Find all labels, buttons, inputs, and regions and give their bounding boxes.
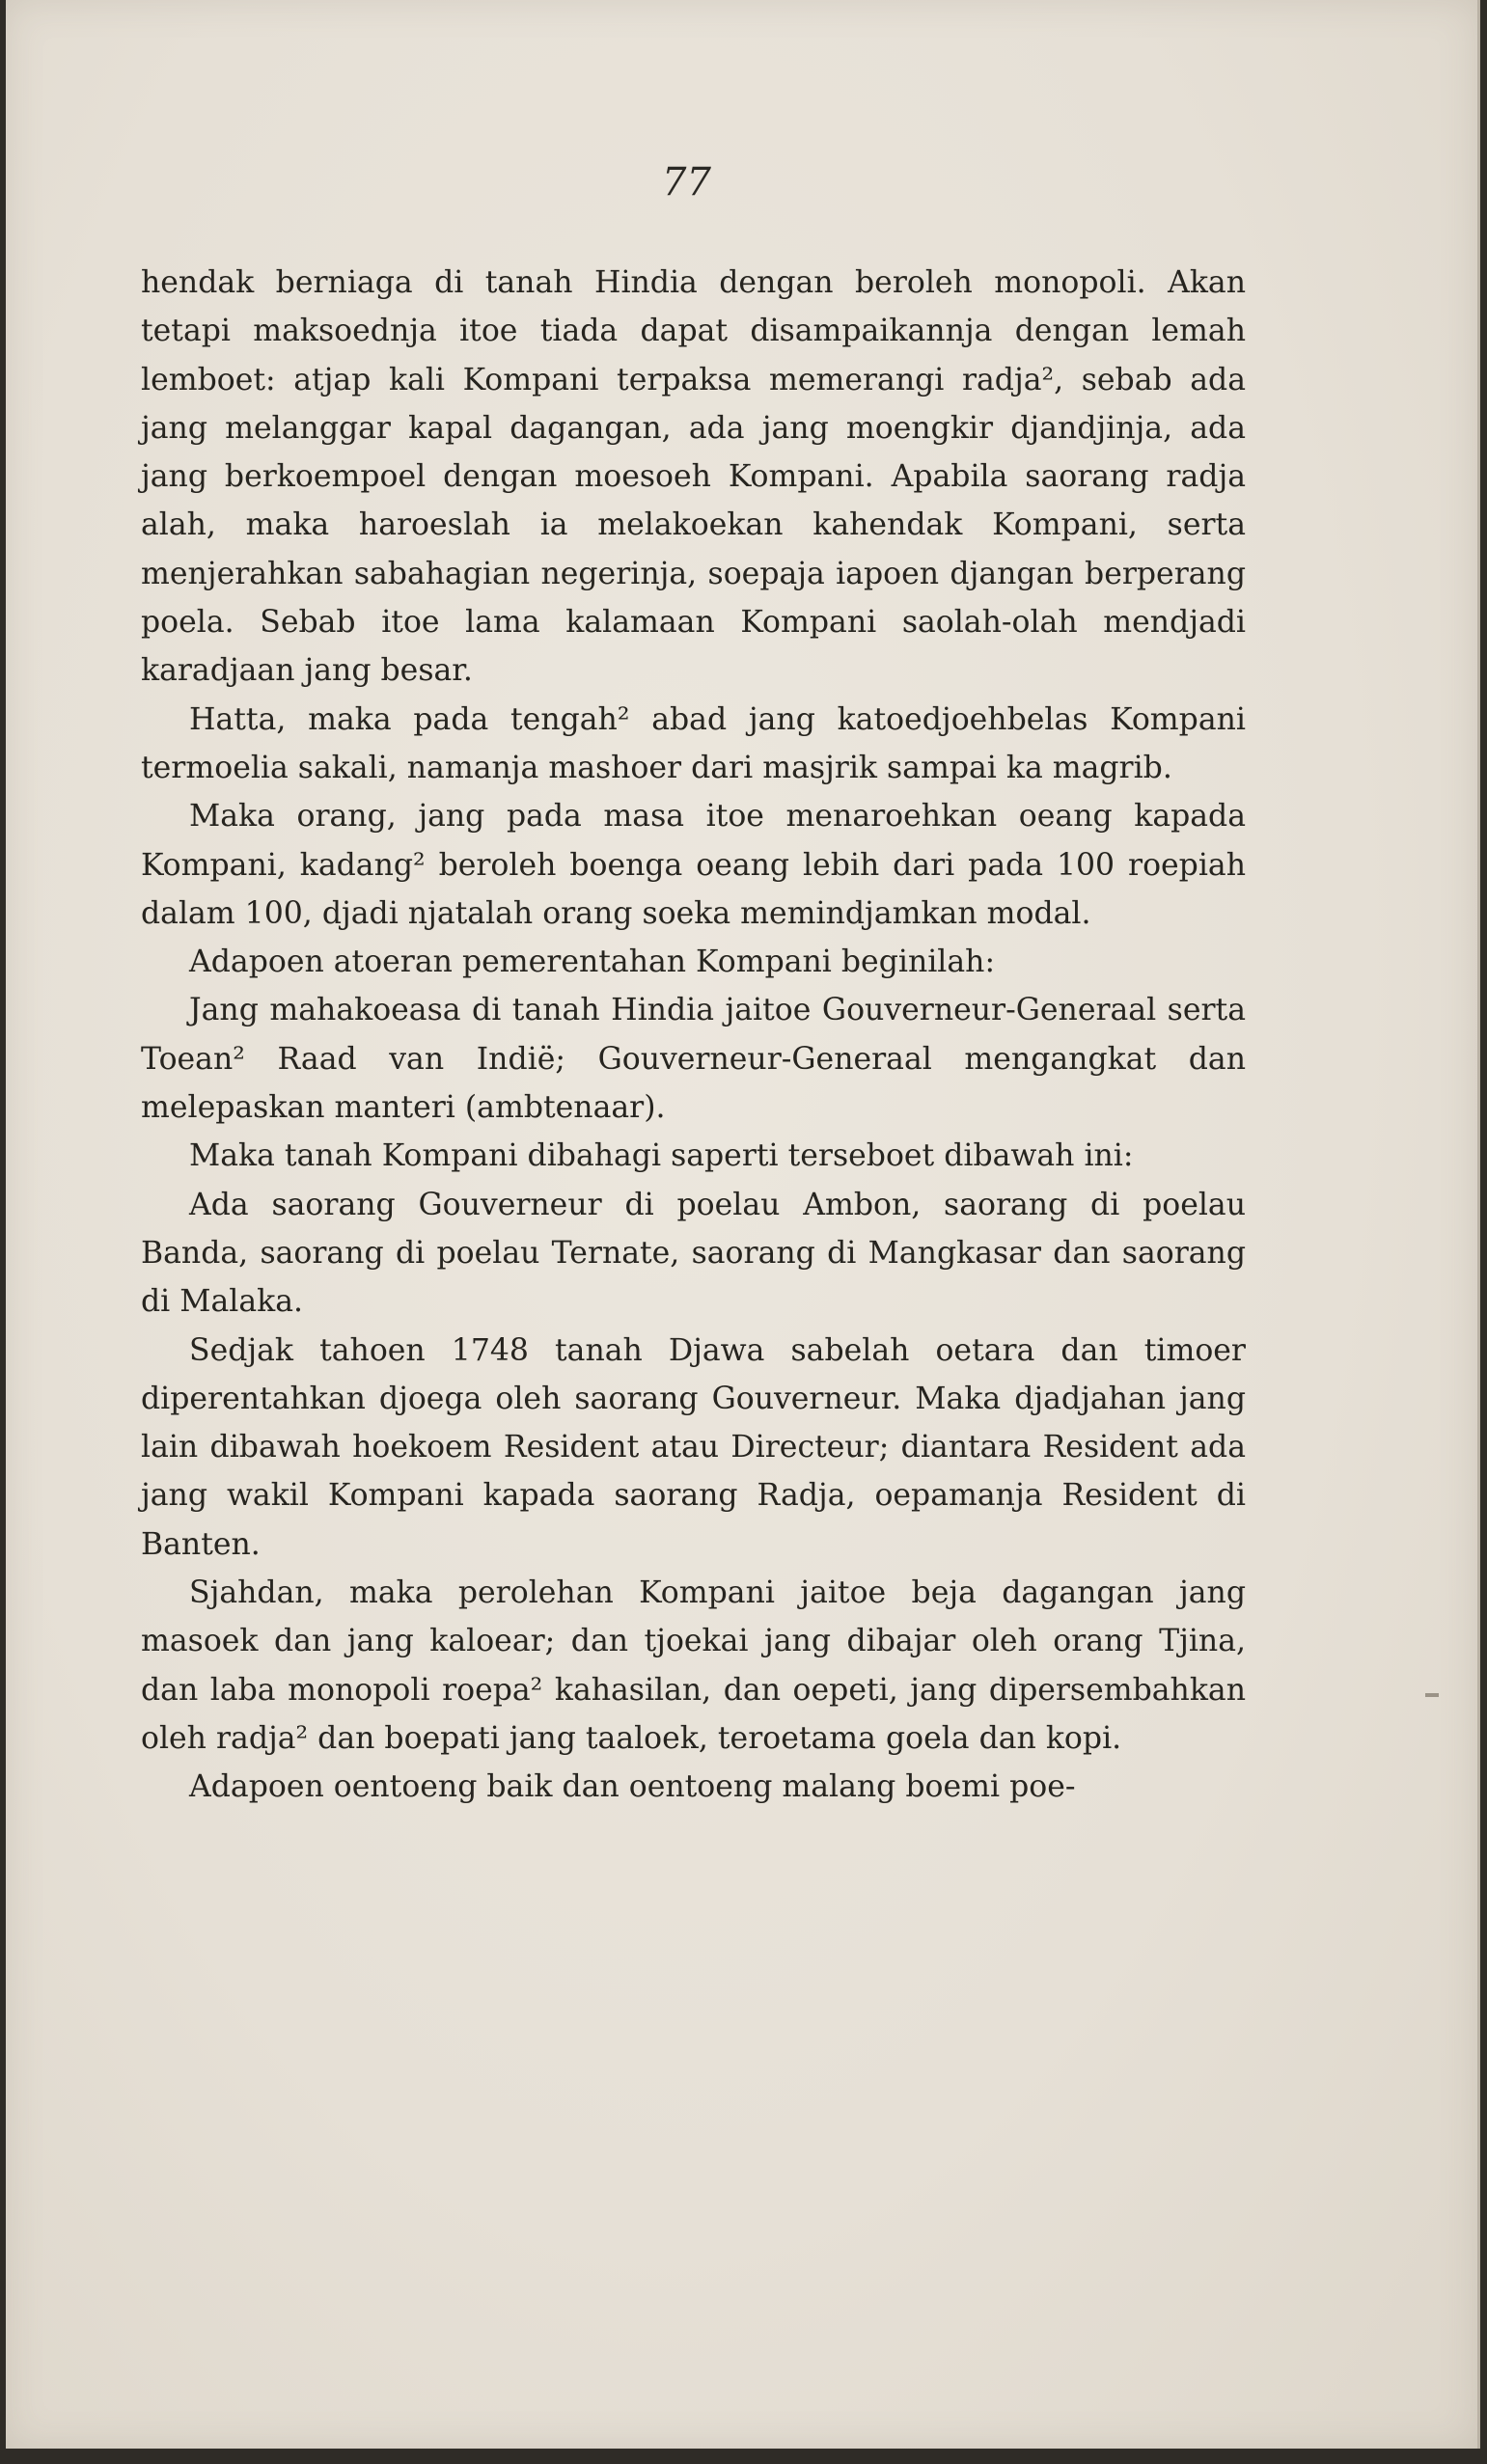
- paragraph: Adapoen atoeran pemerentahan Kompani beginilah:: [189, 945, 996, 980]
- page-number: 77: [662, 160, 711, 205]
- paragraph: hendak berniaga di tanah Hindia dengan beroleh monopoli. Akan tetapi maksoednja itoe tiada dapat disampaikannja dengan lemah lemboet: atjap kali Kompani terpaksa memerangi radja², sebab ada jang melanggar kapal dagangan, ada jang moengkir djandjinja, ada jang berkoempoel dengan moesoeh Kompani. Apabila saorang radja alah, maka haroeslah ia melakoekan kahendak Kompani, serta menjerahkan sabahagian negerinja, soepaja iapoen djangan berperang poela. Sebab itoe lama kalamaan Kompani saolah-olah mendjadi karadjaan jang besar.: [141, 265, 1246, 689]
- book-page: [6, 0, 1480, 2449]
- paragraph: Ada saorang Gouverneur di poelau Ambon, saorang di poelau Banda, saorang di poelau Ternate, saorang di Mangkasar dan saorang di Malaka.: [141, 1187, 1246, 1320]
- paragraph: Hatta, maka pada tengah² abad jang katoedjoehbelas Kompani termoelia sakali, namanja mashoer dari masjrik sampai ka magrib.: [141, 701, 1246, 785]
- paragraph: Jang mahakoeasa di tanah Hindia jaitoe Gouverneur-Generaal serta Toean² Raad van Indië; Gouverneur-Generaal mengangkat dan melepaskan manteri (ambtenaar).: [141, 993, 1246, 1126]
- paragraph: Sedjak tahoen 1748 tanah Djawa sabelah oetara dan timoer diperentahkan djoega oleh saorang Gouverneur. Maka djadjahan jang lain dibawah hoekoem Resident atau Directeur; diantara Resident ada jang wakil Kompani kapada saorang Radja, oepamanja Resident di Banten.: [141, 1332, 1246, 1562]
- paragraph: Maka tanah Kompani dibahagi saperti terseboet dibawah ini:: [189, 1138, 1134, 1174]
- paragraph: Maka orang, jang pada masa itoe menaroehkan oeang kapada Kompani, kadang² beroleh boenga oeang lebih dari pada 100 roepiah dalam 100, djadi njatalah orang soeka memindjamkan modal.: [141, 799, 1246, 931]
- body-text: [141, 259, 1246, 1812]
- paragraph: Sjahdan, maka perolehan Kompani jaitoe beja dagangan jang masoek dan jang kaloear; dan tjoekai jang dibajar oleh orang Tjina, dan laba monopoli roepa² kahasilan, dan oepeti, jang dipersembahkan oleh radja² dan boepati jang taaloek, teroetama goela dan kopi.: [141, 1575, 1246, 1756]
- paragraph: Adapoen oentoeng baik dan oentoeng malang boemi poe-: [189, 1769, 1076, 1805]
- margin-mark: [1425, 1693, 1439, 1697]
